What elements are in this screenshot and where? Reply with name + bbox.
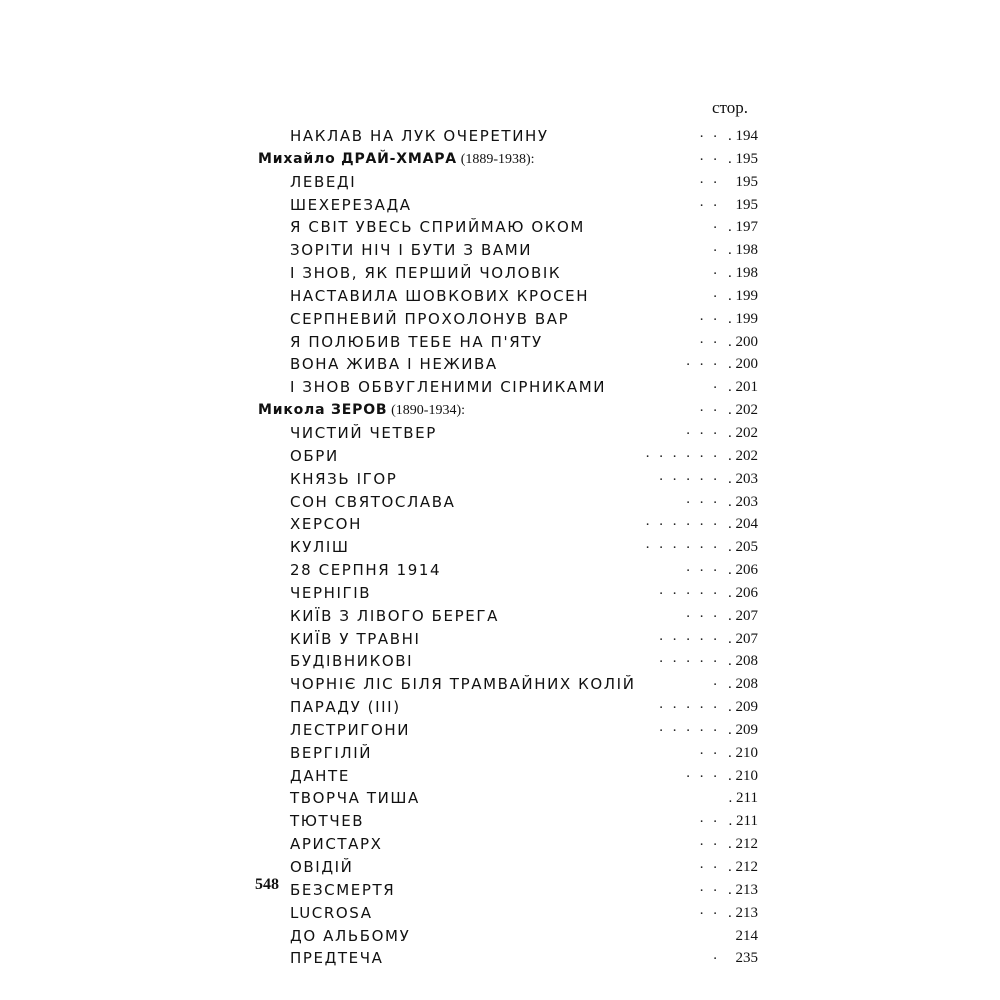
toc-entry-row	[258, 719, 758, 742]
toc-entry-row	[258, 308, 758, 331]
toc-entry-row	[258, 171, 758, 194]
poem-title: НАСТАВИЛА ШОВКОВИХ КРОСЕН	[290, 286, 590, 305]
toc-entry-row	[258, 582, 758, 605]
entry-page-number: . 206	[728, 562, 758, 579]
poem-title: СОН СВЯТОСЛАВА	[290, 492, 456, 511]
toc-entry-row	[258, 239, 758, 262]
entry-page-number: . 207	[728, 607, 758, 624]
dot-leaders: .	[713, 284, 720, 301]
toc-entry-row	[258, 353, 758, 376]
poem-title: КИЇВ У ТРАВНІ	[290, 629, 421, 648]
poem-title: БУДІВНИКОВІ	[290, 652, 414, 671]
dot-leaders: . . .	[686, 604, 720, 621]
dot-leaders: . . . . .	[659, 718, 720, 735]
entry-page-number: . 202	[728, 447, 758, 464]
toc-entry-row	[258, 925, 758, 948]
toc-entry-row	[258, 787, 758, 810]
entry-page-number: . 206	[728, 584, 758, 601]
poem-title: ДО АЛЬБОМУ	[290, 926, 411, 945]
entry-page-number: . 213	[728, 904, 758, 921]
toc-entry-row	[258, 194, 758, 217]
entry-page-number: . 199	[728, 287, 758, 304]
poem-title: ВОНА ЖИВА І НЕЖИВА	[290, 355, 498, 374]
dot-leaders: . . .	[686, 421, 720, 438]
dot-leaders: . .	[699, 399, 720, 416]
dot-leaders: . .	[699, 330, 720, 347]
poem-title: ВЕРГІЛІЙ	[290, 743, 373, 762]
poem-title: ШЕХЕРЕЗАДА	[290, 195, 412, 214]
entry-page-number: . 207	[728, 630, 758, 647]
dot-leaders: . . .	[686, 764, 720, 781]
dot-leaders: . .	[699, 856, 720, 872]
entry-page-number: 195	[735, 173, 758, 190]
author-heading	[258, 399, 465, 423]
toc-entry-row	[258, 856, 758, 879]
poem-title: АРИСТАРХ	[290, 835, 383, 854]
dot-leaders: . . . . .	[659, 627, 720, 644]
toc-entry-row	[258, 125, 758, 148]
poem-title: ПАРАДУ (ІІІ)	[290, 698, 401, 717]
poem-title: ЧЕРНІГІВ	[290, 583, 372, 602]
toc-entry-row	[258, 262, 758, 285]
dot-leaders: . . . . .	[659, 696, 720, 713]
poem-title: І ЗНОВ ОБВУГЛЕНИМИ СІРНИКАМИ	[290, 378, 607, 397]
entry-page-number: . 211	[728, 813, 758, 830]
entry-page-number: . 197	[728, 219, 758, 236]
entry-page-number: . 198	[728, 242, 758, 259]
author-heading	[258, 148, 535, 172]
dot-leaders: . .	[699, 147, 720, 164]
toc-entry-row	[258, 879, 758, 902]
entry-page-number: . 202	[728, 402, 758, 419]
dot-leaders: . . .	[686, 490, 720, 507]
dot-leaders: . .	[699, 878, 720, 895]
entry-page-number: . 201	[728, 379, 758, 396]
dot-leaders: . . . . .	[659, 650, 720, 667]
dot-leaders: . .	[699, 901, 720, 918]
entry-page-number: . 200	[728, 333, 758, 350]
entry-page-number: . 213	[728, 881, 758, 898]
poem-title: ОВІДІЙ	[290, 858, 354, 876]
entry-page-number: . 200	[728, 356, 758, 373]
entry-page-number: . 210	[728, 744, 758, 761]
poem-title: ТВОРЧА ТИША	[290, 789, 420, 808]
poem-title: ЗОРІТИ НІЧ І БУТИ З ВАМИ	[290, 241, 533, 260]
poem-title: ТЮТЧЕВ	[290, 812, 365, 831]
dot-leaders: . .	[699, 193, 720, 210]
entry-page-number: . 212	[728, 859, 758, 875]
poem-title: НАКЛАВ НА ЛУК ОЧЕРЕТИНУ	[290, 127, 549, 145]
author-name: Михайло ДРАЙ-ХМАРА	[258, 150, 457, 167]
entry-page-number: . 204	[728, 516, 758, 533]
poem-title: ЧИСТИЙ ЧЕТВЕР	[290, 423, 437, 442]
dot-leaders: . .	[699, 741, 720, 758]
toc-author-row	[258, 148, 758, 171]
dot-leaders: . . . . . .	[645, 513, 720, 530]
dot-leaders: .	[713, 673, 720, 690]
dot-leaders: . . . . .	[659, 581, 720, 598]
dot-leaders: . .	[699, 833, 720, 850]
poem-title: КНЯЗЬ ІГОР	[290, 469, 398, 488]
dot-leaders: . .	[699, 125, 720, 141]
dot-leaders: .	[713, 239, 720, 256]
entry-page-number: . 211	[728, 790, 758, 807]
poem-title: ЧОРНІЄ ЛІС БІЛЯ ТРАМВАЙНИХ КОЛІЙ	[290, 675, 636, 694]
author-years: (1889-1938):	[460, 151, 535, 167]
poem-title: КУЛІШ	[290, 538, 350, 557]
entry-page-number: 195	[735, 196, 758, 213]
table-of-contents	[258, 125, 758, 970]
page-number: 548	[255, 876, 279, 893]
dot-leaders: . .	[699, 170, 720, 187]
entry-page-number: . 203	[728, 470, 758, 487]
entry-page-number: 214	[735, 927, 758, 944]
dot-leaders: . . .	[686, 353, 720, 370]
dot-leaders: . . . . .	[659, 467, 720, 484]
poem-title: 28 СЕРПНЯ 1914	[290, 561, 442, 580]
dot-leaders: .	[713, 262, 720, 279]
toc-entry-row	[258, 833, 758, 856]
poem-title: ХЕРСОН	[290, 515, 362, 534]
entry-page-number: . 212	[728, 836, 758, 853]
poem-title: Я СВІТ УВЕСЬ СПРИЙМАЮ ОКОМ	[290, 218, 585, 237]
dot-leaders: . .	[699, 810, 720, 827]
poem-title: ОБРИ	[290, 446, 339, 465]
dot-leaders: . . .	[686, 559, 720, 576]
toc-entry-row	[258, 376, 758, 399]
entry-page-number: . 210	[728, 767, 758, 784]
entry-page-number: . 208	[728, 676, 758, 693]
poem-title: БЕЗСМЕРТЯ	[290, 880, 396, 899]
toc-entry-row	[258, 810, 758, 833]
entry-page-number: 235	[735, 950, 758, 967]
toc-entry-row	[258, 285, 758, 308]
poem-title: СЕРПНЕВИЙ ПРОХОЛОНУВ ВАР	[290, 309, 570, 328]
entry-page-number: . 202	[728, 424, 758, 441]
poem-title: І ЗНОВ, ЯК ПЕРШИЙ ЧОЛОВІК	[290, 264, 562, 283]
toc-entry-row	[258, 947, 758, 970]
dot-leaders: . .	[699, 307, 720, 324]
author-name: Микола ЗЕРОВ	[258, 402, 388, 419]
poem-title: ДАНТЕ	[290, 766, 350, 785]
toc-author-row	[258, 399, 758, 422]
poem-title: ЛЕСТРИГОНИ	[290, 720, 411, 739]
author-years: (1890-1934):	[391, 403, 466, 419]
poem-title: КИЇВ З ЛІВОГО БЕРЕГА	[290, 606, 499, 625]
dot-leaders: .	[713, 216, 720, 233]
entry-page-number: . 194	[728, 128, 758, 144]
dot-leaders: . . . . . .	[645, 444, 720, 461]
toc-entry-row	[258, 902, 758, 925]
toc-entry-row	[258, 650, 758, 673]
poem-title: ЛЕВЕДІ	[290, 172, 357, 191]
toc-entry-row	[258, 331, 758, 354]
toc-entry-row	[258, 468, 758, 491]
dot-leaders: .	[713, 376, 720, 393]
poem-title: LUCROSA	[290, 903, 373, 922]
poem-title: Я ПОЛЮБИВ ТЕБЕ НА П'ЯТУ	[290, 332, 543, 351]
entry-page-number: . 209	[728, 721, 758, 738]
entry-page-number: . 208	[728, 653, 758, 670]
dot-leaders: .	[713, 947, 720, 964]
entry-page-number: . 209	[728, 699, 758, 716]
entry-page-number: . 198	[728, 265, 758, 282]
toc-entry-row	[258, 216, 758, 239]
entry-page-number: . 205	[728, 539, 758, 556]
page-column-label: стор.	[712, 98, 749, 117]
entry-page-number: . 199	[728, 310, 758, 327]
dot-leaders: . . . . . .	[645, 536, 720, 553]
toc-entry-row	[258, 536, 758, 559]
poem-title: ПРЕДТЕЧА	[290, 949, 384, 968]
toc-entry-row	[258, 742, 758, 765]
entry-page-number: . 195	[728, 150, 758, 167]
entry-page-number: . 203	[728, 493, 758, 510]
toc-entry-row	[258, 765, 758, 788]
